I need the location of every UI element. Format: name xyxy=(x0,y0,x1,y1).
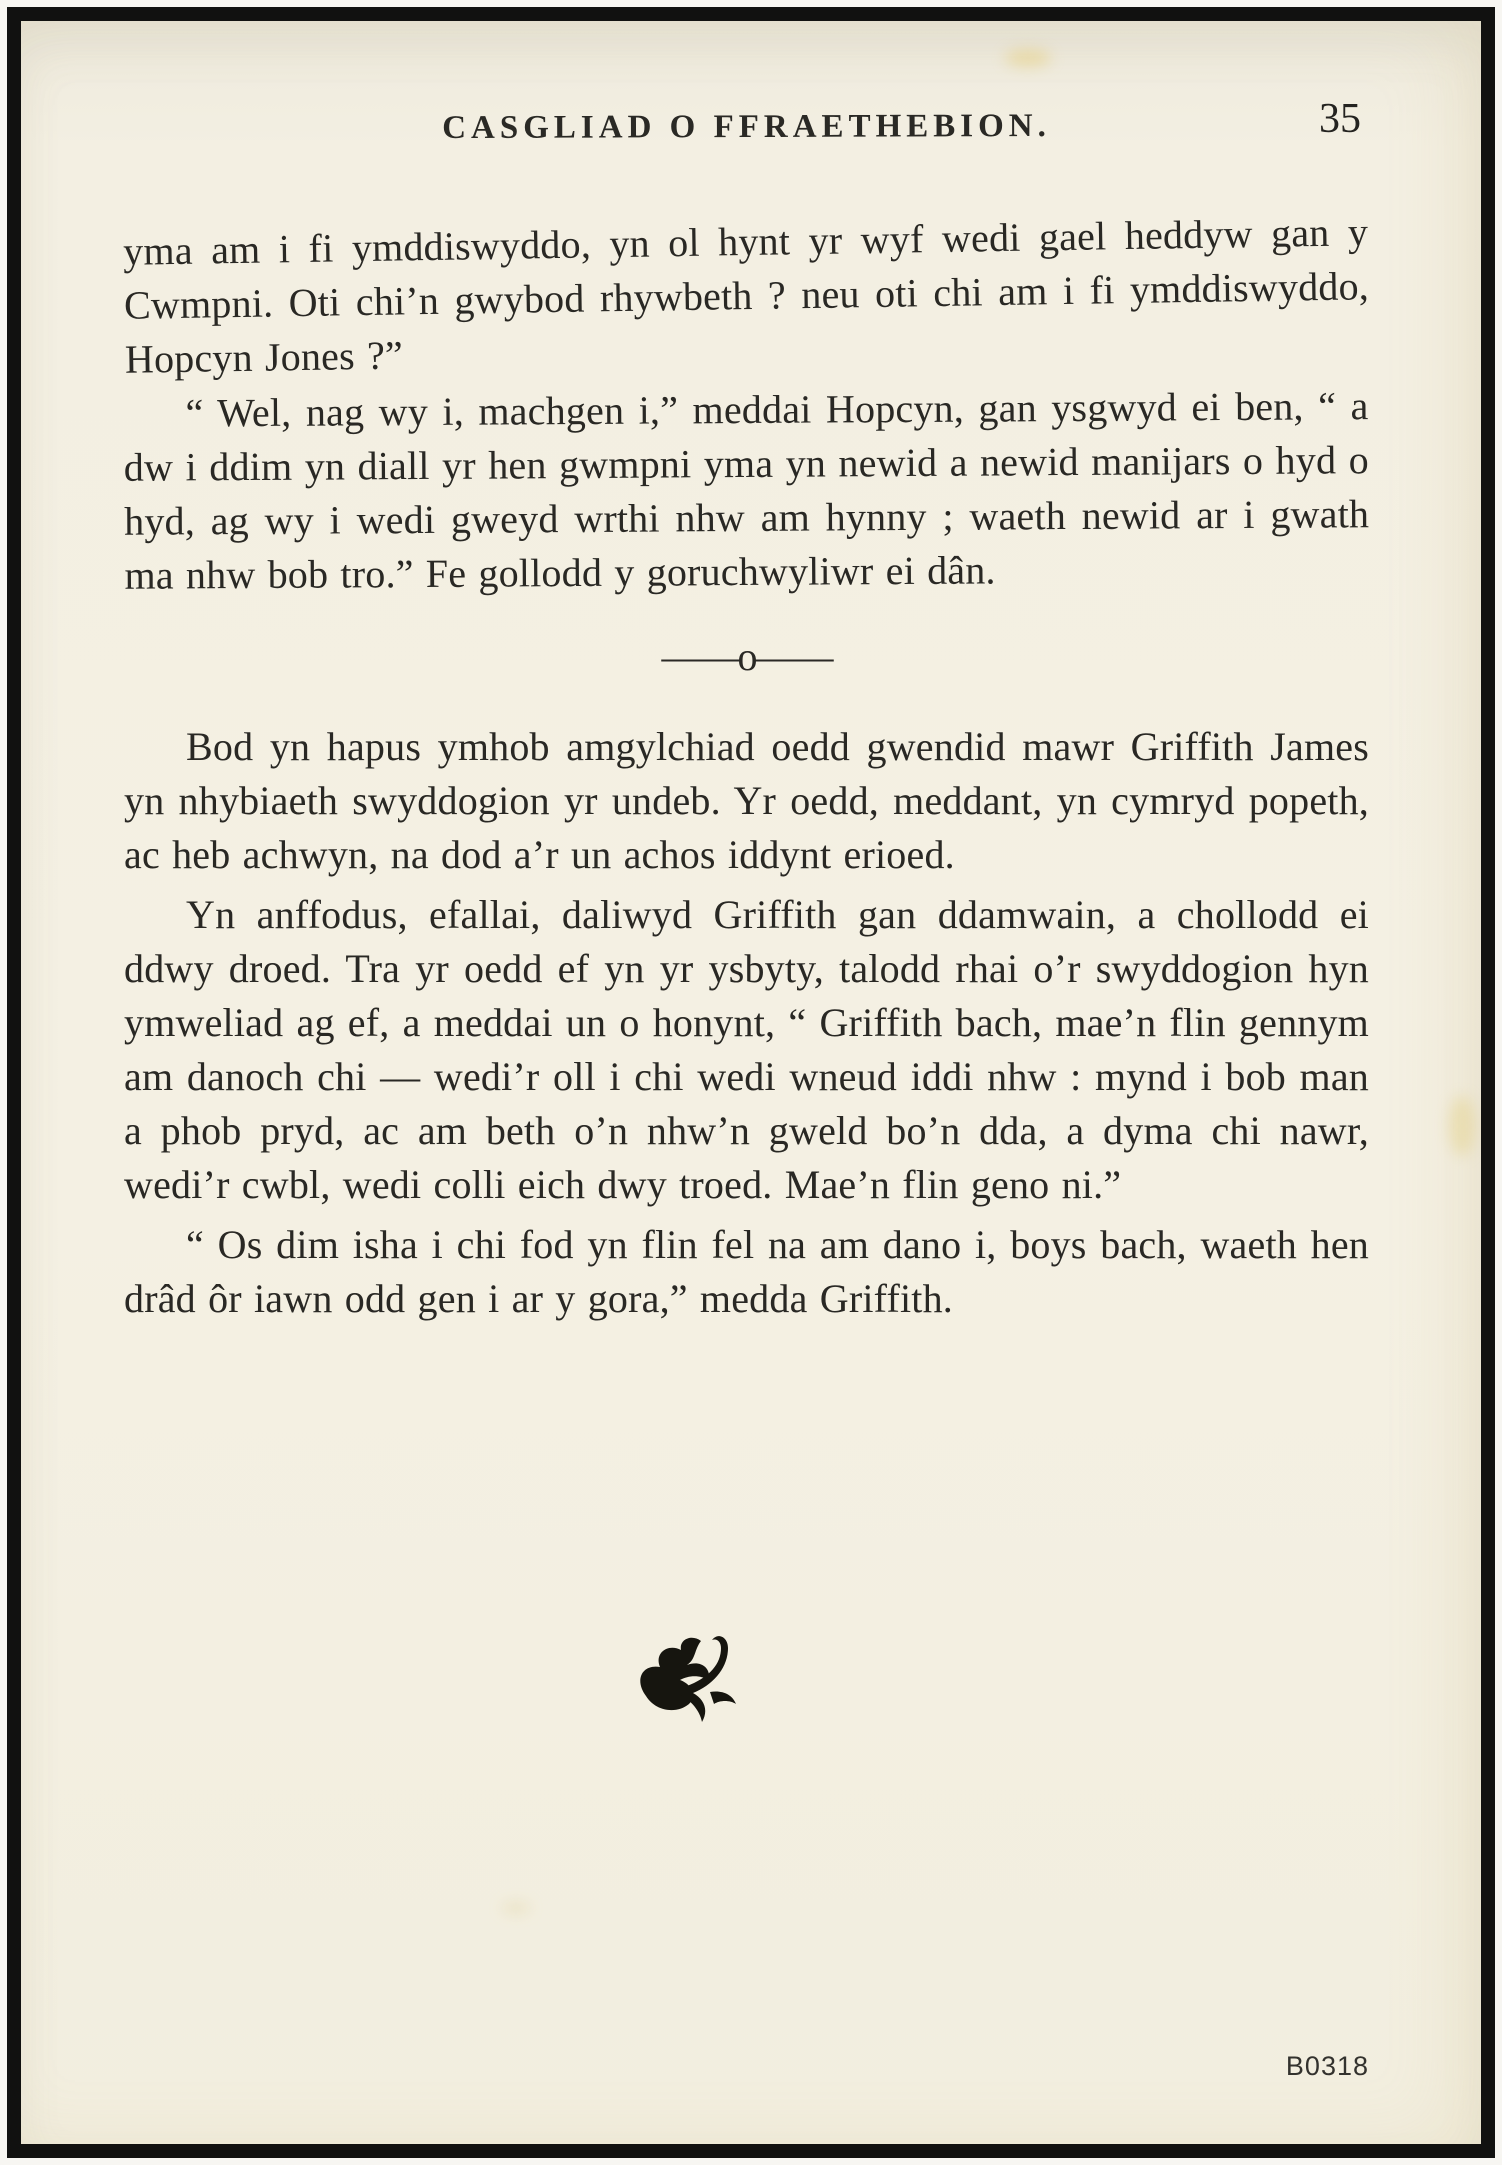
scan-smudge xyxy=(501,1902,531,1914)
paragraph: Yn anffodus, efallai, daliwyd Griffith gan ddamwain, a chollodd ei ddwy droed. Tra yr oedd ef yn yr ysbyty, talodd rhai o’r swyddogion hyn ymweliad ag ef, a meddai un o honynt, “ Griffith bach, mae’n flin gennym am danoch chi — wedi’r oll i chi wedi wneud iddi nhw : mynd i bob man a phob pryd, ac am beth o’n nhw’n gweld bo’n dda, a dyma chi nawr, wedi’r cwbl, wedi colli eich dwy troed. Mae’n flin geno ni.” xyxy=(124,892,1369,1207)
page-number: 35 xyxy=(1319,96,1361,142)
fleuron-ornament xyxy=(76,1634,1321,1735)
running-title: CASGLIAD O FFRAETHEBION. xyxy=(442,107,1051,147)
print-code: B0318 xyxy=(1285,2051,1369,2081)
paragraph-continuation: yma am i fi ymddiswyddo, yn ol hynt yr wyf wedi gael heddyw gan y Cwmpni. Oti chi’n gwybod rhywbeth ? neu oti chi am i fi ymddiswyddo, Hopcyn Jones ?” xyxy=(122,209,1370,382)
paragraph: Bod yn hapus ymhob amgylchiad oedd gwendid mawr Griffith James yn nhybiaeth swyddogion yr undeb. Yr oedd, meddant, yn cymryd popeth, ac heb achwyn, na dod a’r un achos iddynt erioed. xyxy=(124,724,1369,877)
fleuron-icon xyxy=(624,1634,774,1730)
section-divider: ——o—— xyxy=(661,634,832,679)
scan-border xyxy=(7,7,1495,2158)
scan-smudge xyxy=(1005,49,1051,67)
book-page xyxy=(21,21,1481,2144)
scan-smudge xyxy=(1449,1096,1475,1156)
page-header xyxy=(124,96,1369,169)
paragraph: “ Os dim isha i chi fod yn flin fel na am dano i, boys bach, waeth hen drâd ôr iawn odd gen i ar y gora,” medda Griffith. xyxy=(124,1222,1369,1321)
paragraph: “ Wel, nag wy i, machgen i,” meddai Hopcyn, gan ysgwyd ei ben, “ a dw i ddim yn diall yr hen gwmpni yma yn newid a newid manijars o hyd o hyd, ag wy i wedi gweyd wrthi nhw am hynny ; waeth newid ar i gwath ma nhw bob tro.” Fe gollodd y goruchwyliwr ei dân. xyxy=(123,383,1370,598)
